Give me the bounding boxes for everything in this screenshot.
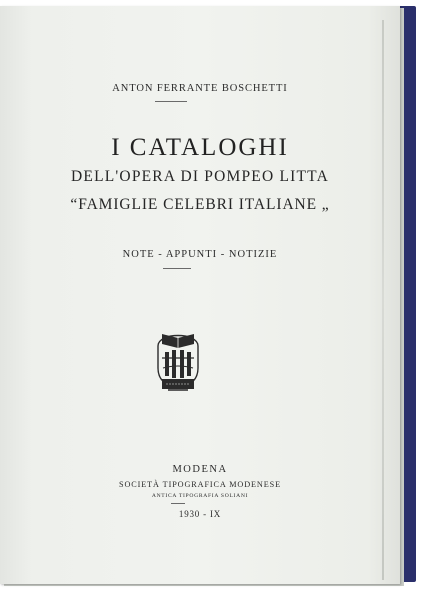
book-title-line2: DELL'OPERA DI POMPEO LITTA	[71, 168, 329, 185]
imprint-subprinter: ANTICA TIPOGRAFIA SOLIANI	[151, 493, 249, 499]
subtitle-notes: NOTE - APPUNTI - NOTIZIE	[122, 249, 278, 260]
author-rule	[155, 101, 187, 102]
imprint-rule	[171, 503, 185, 504]
book-title-main: I CATALOGHI	[111, 134, 289, 161]
imprint-year: 1930 - IX	[178, 509, 222, 519]
book-title-line3: “FAMIGLIE CELEBRI ITALIANE „	[70, 196, 330, 213]
printer-emblem-icon	[152, 324, 204, 394]
imprint-printer: SOCIETÀ TIPOGRAFICA MODENESE	[119, 480, 281, 489]
author-name: ANTON FERRANTE BOSCHETTI	[112, 83, 288, 94]
title-page	[0, 6, 400, 584]
subtitle-rule	[163, 268, 191, 269]
imprint-place: MODENA	[172, 464, 228, 475]
